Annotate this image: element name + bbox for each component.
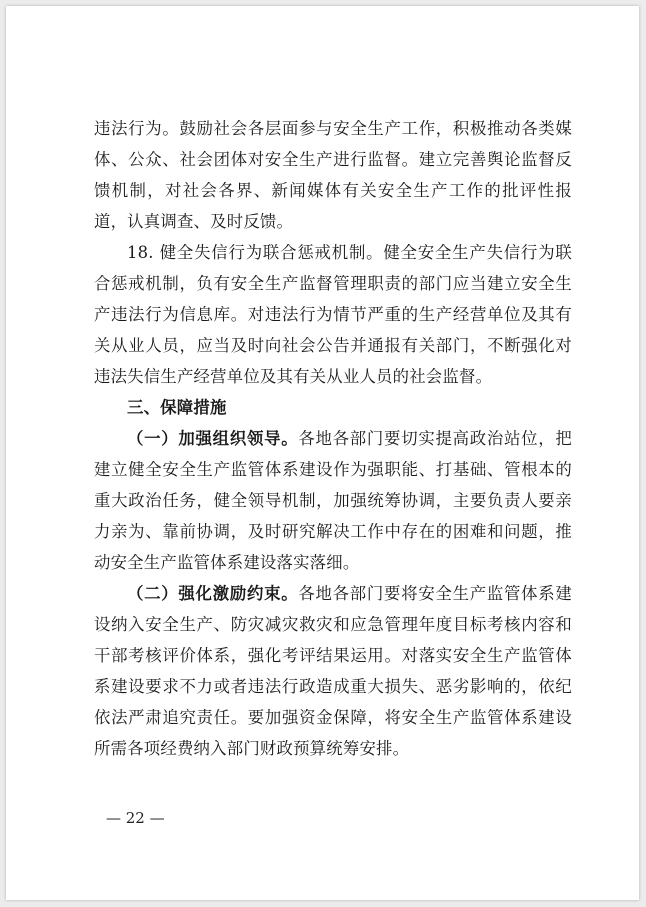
item-18-title: 18. 健全失信行为联合惩戒机制。 — [127, 243, 384, 262]
sub-2-body: 各地各部门要将安全生产监管体系建设纳入安全生产、防灾减灾救灾和应急管理年度目标考核内容和干部考核评价体系，强化考评结果运用。对落实安全生产监管体系建设要求不力或者违法行政造成重大损失、恶劣影响的，依纪依法严肃追究责任。要加强资金保障，将安全生产监管体系建设所需各项经费纳入部门财政预算统筹安排。 — [94, 584, 573, 758]
paragraph-continuation: 违法行为。鼓励社会各层面参与安全生产工作，积极推动各类媒体、公众、社会团体对安全生产进行监督。建立完善舆论监督反馈机制，对社会各界、新闻媒体有关安全生产工作的批评性报道，认真调查、及时反馈。 — [94, 119, 572, 231]
sub-1-title: （一）加强组织领导。 — [127, 429, 299, 448]
paragraph-sub-2 — [94, 578, 572, 764]
paragraph-sub-1 — [94, 423, 572, 578]
section-heading: 三、保障措施 — [127, 398, 227, 417]
document-body — [94, 113, 572, 764]
page-number: — 22 — — [106, 809, 165, 827]
sub-2-title: （二）强化激励约束。 — [127, 584, 299, 603]
item-18-body: 健全安全生产失信行为联合惩戒机制，负有安全生产监督管理职责的部门应当建立安全生产违法行为信息库。对违法行为情节严重的生产经营单位及其有关从业人员，应当及时向社会公告并通报有关部门，不断强化对违法失信生产经营单位及其有关从业人员的社会监督。 — [94, 243, 572, 386]
document-page — [6, 6, 639, 900]
paragraph-item-18 — [94, 237, 572, 392]
sub-1-body: 各地各部门要切实提高政治站位，把建立健全安全生产监管体系建设作为强职能、打基础、管根本的重大政治任务，健全领导机制，加强统筹协调，主要负责人要亲力亲为、靠前协调，及时研究解决工作中存在的困难和问题，推动安全生产监管体系建设落实落细。 — [94, 429, 573, 572]
